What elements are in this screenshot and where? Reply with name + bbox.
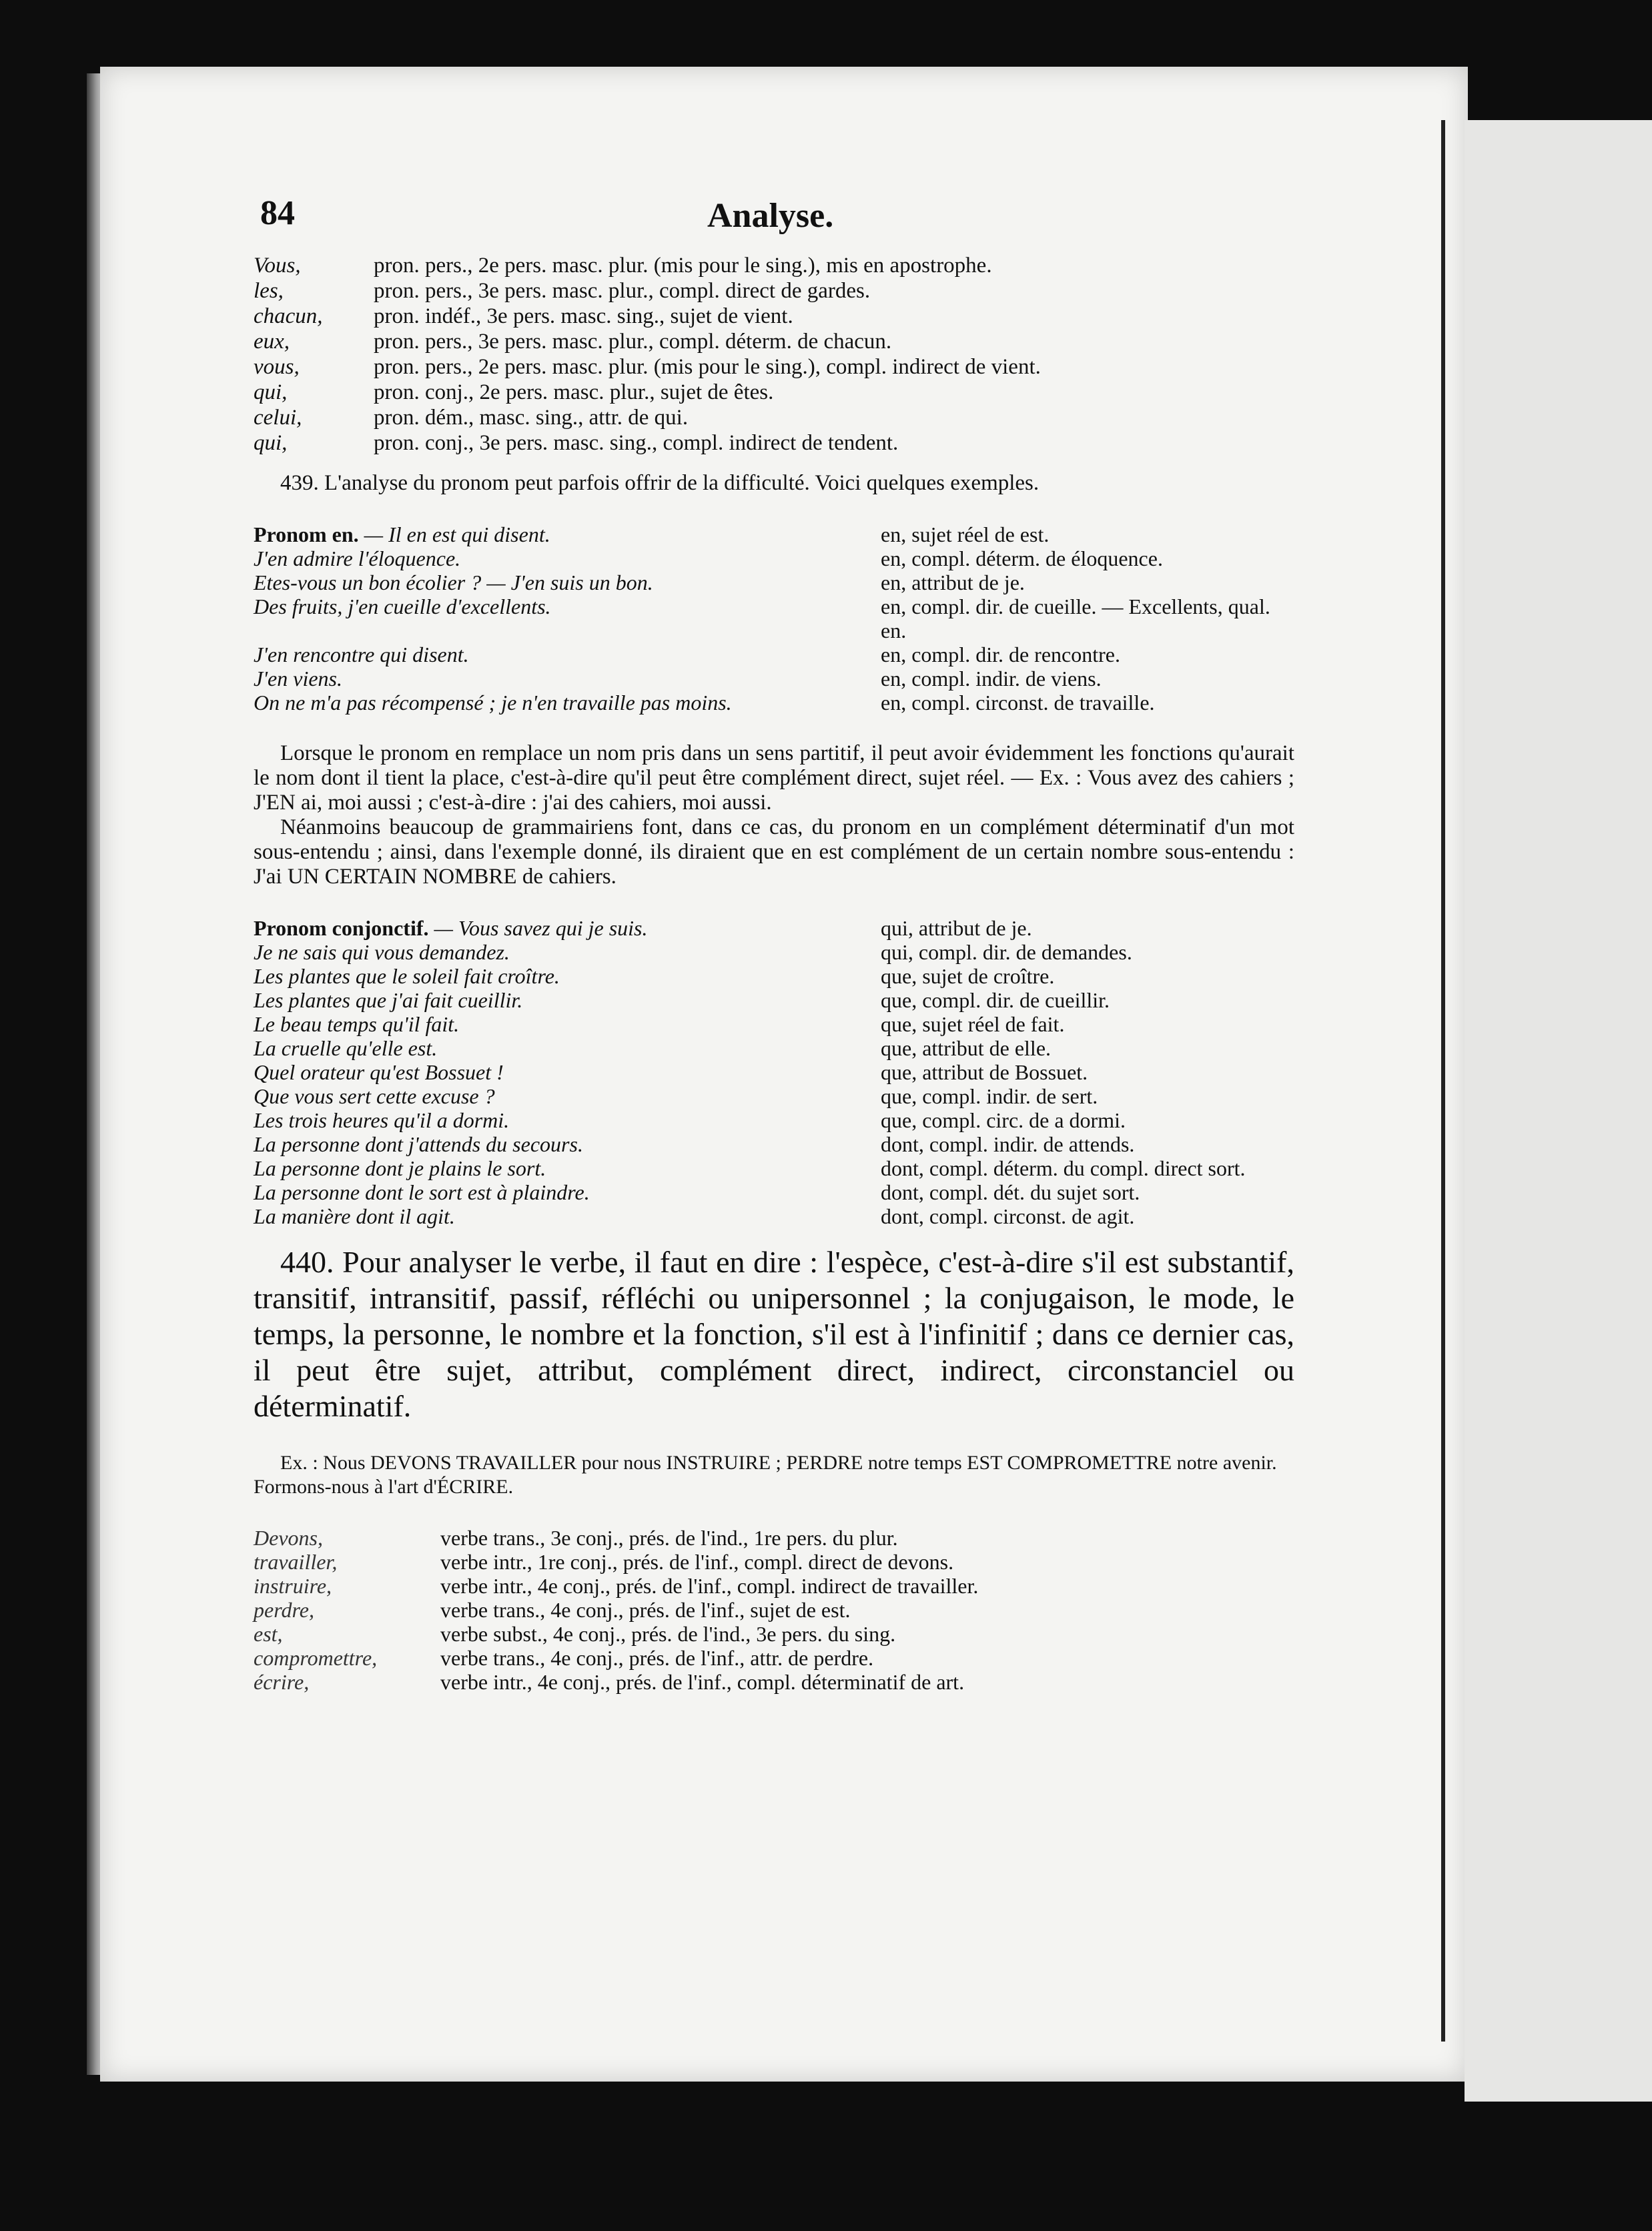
verb-list [254, 1526, 1294, 1694]
page-content [254, 193, 1294, 1694]
pronom-en-table [254, 522, 1294, 715]
page-number: 84 [260, 194, 295, 232]
pronoun-description: pron. pers., 2e pers. masc. plur. (mis pour le sing.), mis en apostrophe. [374, 254, 992, 278]
example-analysis: en, compl. déterm. de éloquence. [881, 546, 1163, 570]
pronoun-word: les, [254, 279, 284, 303]
verb-description: verbe intr., 1re conj., prés. de l'inf., compl. direct de devons. [440, 1550, 954, 1574]
example-analysis: en, compl. dir. de rencontre. [881, 642, 1120, 666]
example-text: Les plantes que le soleil fait croître. [254, 964, 560, 988]
example-analysis: dont, compl. indir. de attends. [881, 1132, 1135, 1156]
pronoun-description: pron. conj., 2e pers. masc. plur., sujet de êtes. [374, 380, 774, 404]
example-sentence [254, 964, 881, 988]
example-analysis: en, sujet réel de est. [881, 522, 1050, 546]
example-text: Quel orateur qu'est Bossuet ! [254, 1060, 504, 1084]
example-text: La personne dont je plains le sort. [254, 1156, 546, 1180]
example-text: La cruelle qu'elle est. [254, 1036, 438, 1060]
example-sentence [254, 1180, 881, 1204]
example-text: Le beau temps qu'il fait. [254, 1012, 460, 1036]
example-sentence [254, 1132, 881, 1156]
verb-description: verbe intr., 4e conj., prés. de l'inf., compl. indirect de travailler. [440, 1574, 979, 1598]
pronoun-list [254, 254, 1294, 455]
paragraph-partitif-2: Néanmoins beaucoup de grammairiens font, dans ce cas, du pronom en un complément déterminatif d'un mot sous-entendu ; ainsi, dans l'exemple donné, ils diraient que en est complément de un certain nombre sous-entendu : J'ai UN CERTAIN NOMBRE de cahiers. [254, 815, 1294, 889]
example-sentence [254, 988, 881, 1012]
example-text: J'en admire l'éloquence. [254, 546, 461, 570]
example-text: — Il en est qui disent. [364, 522, 550, 546]
example-analysis: dont, compl. circonst. de agit. [881, 1204, 1135, 1228]
verb-word: Devons, [254, 1526, 323, 1550]
verb-word: travailler, [254, 1550, 338, 1574]
example-text: Les plantes que j'ai fait cueillir. [254, 988, 523, 1012]
example-text: Je ne sais qui vous demandez. [254, 940, 510, 964]
paragraph-440: 440. Pour analyser le verbe, il faut en dire : l'espèce, c'est-à-dire s'il est substantif, transitif, intransitif, passif, réfléchi ou unipersonnel ; la conjugaison, le mode, le temps, la personne, le nombre et la fonction, s'il est à l'infinitif ; dans ce dernier cas, il peut être sujet, attribut, complément direct, indirect, circonstanciel ou déterminatif. [254, 1245, 1294, 1423]
example-analysis: qui, attribut de je. [881, 916, 1032, 940]
example-analysis: en, compl. indir. de viens. [881, 666, 1102, 691]
pronoun-description: pron. pers., 2e pers. masc. plur. (mis pour le sing.), compl. indirect de vient. [374, 355, 1041, 379]
example-analysis: en, attribut de je. [881, 570, 1025, 594]
pronoun-word: qui, [254, 380, 288, 404]
example-sentence [254, 1084, 881, 1108]
verb-word: compromettre, [254, 1646, 378, 1670]
pronoun-word: Vous, [254, 254, 301, 278]
verb-word: est, [254, 1622, 283, 1646]
example-analysis: qui, compl. dir. de demandes. [881, 940, 1132, 964]
verb-word: écrire, [254, 1670, 310, 1694]
example-analysis: dont, compl. dét. du sujet sort. [881, 1180, 1140, 1204]
pronoun-word: vous, [254, 355, 300, 379]
paragraph-partitif-1: Lorsque le pronom en remplace un nom pris dans un sens partitif, il peut avoir évidemment les fonctions qu'aurait le nom dont il tient la place, c'est-à-dire qu'il peut être complément direct, sujet réel. — Ex. : Vous avez des cahiers ; J'EN ai, moi aussi ; c'est-à-dire : j'ai des cahiers, moi aussi. [254, 741, 1294, 815]
example-sentence [254, 666, 881, 691]
book-spine [1441, 120, 1445, 2042]
right-page-fragment [1465, 120, 1652, 2102]
pronoun-word: celui, [254, 406, 302, 430]
example-analysis: que, attribut de elle. [881, 1036, 1052, 1060]
example-text: La personne dont le sort est à plaindre. [254, 1180, 590, 1204]
example-sentence [254, 546, 881, 570]
example-text: La personne dont j'attends du secours. [254, 1132, 583, 1156]
example-analysis: que, compl. dir. de cueillir. [881, 988, 1110, 1012]
pronoun-word: chacun, [254, 304, 323, 328]
example-sentence [254, 594, 881, 642]
example-text: On ne m'a pas récompensé ; je n'en travaille pas moins. [254, 691, 732, 715]
pronoun-description: pron. indéf., 3e pers. masc. sing., sujet de vient. [374, 304, 793, 328]
verb-word: perdre, [254, 1598, 314, 1622]
verb-description: verbe trans., 4e conj., prés. de l'inf., sujet de est. [440, 1598, 851, 1622]
pronom-conjonctif-table [254, 916, 1294, 1228]
example-analysis: en, compl. dir. de cueille. — Excellents, qual. en. [881, 594, 1270, 642]
example-analysis: que, attribut de Bossuet. [881, 1060, 1088, 1084]
section-lead: Pronom conjonctif. [254, 916, 429, 940]
example-text: Les trois heures qu'il a dormi. [254, 1108, 510, 1132]
example-analysis: que, compl. indir. de sert. [881, 1084, 1098, 1108]
example-sentence [254, 940, 881, 964]
example-sentence [254, 1012, 881, 1036]
pronoun-word: qui, [254, 431, 288, 455]
running-title: Analyse. [707, 197, 834, 235]
verb-word: instruire, [254, 1574, 332, 1598]
pronoun-word: eux, [254, 330, 290, 354]
example-text: Que vous sert cette excuse ? [254, 1084, 495, 1108]
example-440: Ex. : Nous DEVONS TRAVAILLER pour nous INSTRUIRE ; PERDRE notre temps EST COMPROMETTRE notre avenir. Formons-nous à l'art d'ÉCRIRE. [254, 1452, 1277, 1498]
pronoun-description: pron. pers., 3e pers. masc. plur., compl. déterm. de chacun. [374, 330, 892, 354]
verb-description: verbe intr., 4e conj., prés. de l'inf., compl. déterminatif de art. [440, 1670, 965, 1694]
example-analysis: dont, compl. déterm. du compl. direct sort. [881, 1156, 1246, 1180]
example-text: La manière dont il agit. [254, 1204, 455, 1228]
example-sentence [254, 570, 881, 594]
example-analysis: en, compl. circonst. de travaille. [881, 691, 1155, 715]
verb-description: verbe trans., 3e conj., prés. de l'ind., 1re pers. du plur. [440, 1526, 898, 1550]
example-text: J'en rencontre qui disent. [254, 642, 469, 666]
example-sentence [254, 1060, 881, 1084]
example-text: — Vous savez qui je suis. [434, 916, 648, 940]
example-sentence [254, 691, 881, 715]
example-text: Etes-vous un bon écolier ? — J'en suis un bon. [254, 570, 653, 594]
page-header [254, 193, 1294, 254]
verb-description: verbe subst., 4e conj., prés. de l'ind., 3e pers. du sing. [440, 1622, 896, 1646]
pronoun-description: pron. pers., 3e pers. masc. plur., compl. direct de gardes. [374, 279, 871, 303]
example-text: Des fruits, j'en cueille d'excellents. [254, 594, 551, 618]
example-sentence [254, 916, 881, 940]
section-lead: Pronom en. [254, 522, 359, 546]
pronoun-description: pron. dém., masc. sing., attr. de qui. [374, 406, 689, 430]
pronoun-description: pron. conj., 3e pers. masc. sing., compl. indirect de tendent. [374, 431, 899, 455]
example-analysis: que, sujet réel de fait. [881, 1012, 1065, 1036]
example-text: J'en viens. [254, 666, 342, 691]
example-sentence [254, 1204, 881, 1228]
paragraph-439: 439. L'analyse du pronom peut parfois offrir de la difficulté. Voici quelques exemples. [280, 471, 1040, 495]
example-analysis: que, sujet de croître. [881, 964, 1055, 988]
example-sentence [254, 1108, 881, 1132]
example-analysis: que, compl. circ. de a dormi. [881, 1108, 1126, 1132]
example-sentence [254, 1156, 881, 1180]
verb-description: verbe trans., 4e conj., prés. de l'inf., attr. de perdre. [440, 1646, 874, 1670]
example-sentence [254, 642, 881, 666]
example-sentence [254, 1036, 881, 1060]
example-sentence [254, 522, 881, 546]
